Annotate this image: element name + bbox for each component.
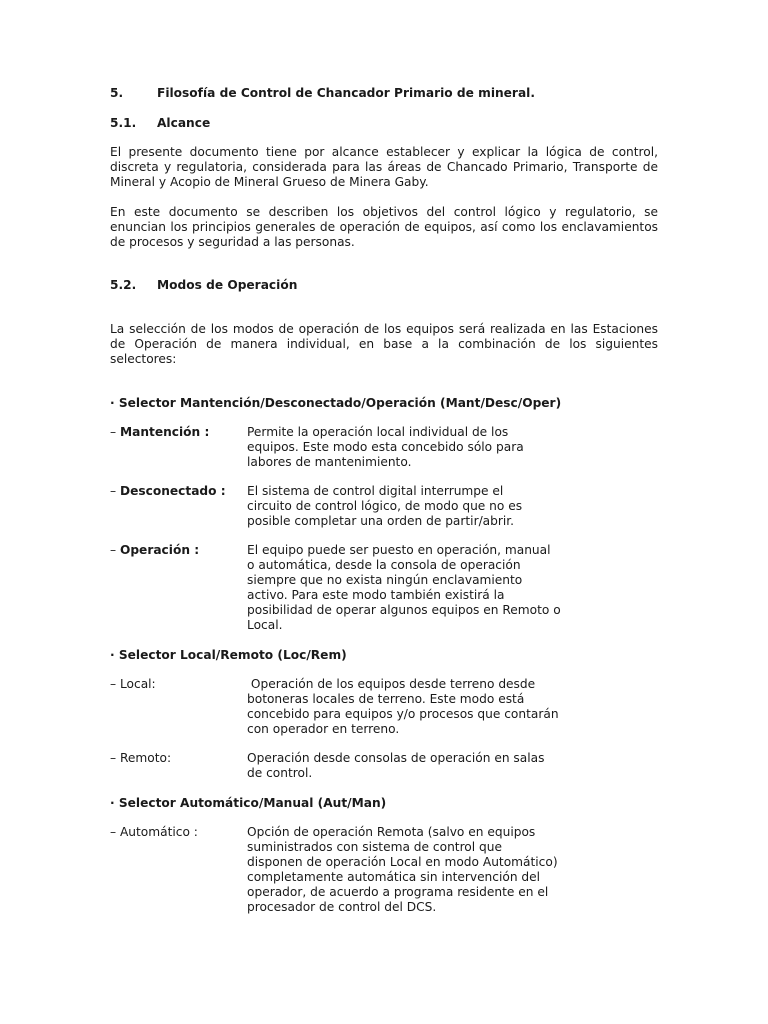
selector-local-remoto-title: · Selector Local/Remoto (Loc/Rem) <box>110 648 347 662</box>
term-label <box>110 543 245 558</box>
definition-item <box>0 484 768 534</box>
description-line: siempre que no exista ningún enclavamiento <box>247 573 523 587</box>
definition-item <box>0 677 768 741</box>
modes-intro-paragraph: La selección de los modos de operación de los equipos será realizada en las Estaciones de Operación de manera individual, en base a la combinación de los siguientes selectores: <box>110 322 658 366</box>
section-title: Filosofía de Control de Chancador Primario de mineral. <box>157 86 535 100</box>
section-5-1-heading <box>110 116 410 132</box>
term-description <box>247 751 592 781</box>
scope-paragraph-1: El presente documento tiene por alcance establecer y explicar la lógica de control, discreta y regulatoria, considerada para las áreas de Chancado Primario, Transporte de Mineral y Acopio de Mineral Grueso de Minera Gaby. <box>110 145 658 189</box>
section-title: Alcance <box>157 116 211 130</box>
description-line: equipos. Este modo esta concebido sólo para <box>247 440 524 454</box>
term-description <box>247 677 592 737</box>
description-line: Local. <box>247 618 283 632</box>
dash: – <box>110 425 117 439</box>
description-line: concebido para equipos y/o procesos que contarán <box>247 707 559 721</box>
definition-item <box>0 543 768 638</box>
description-line: procesador de control del DCS. <box>247 900 437 914</box>
section-number: 5.1. <box>110 116 137 130</box>
description-line: El equipo puede ser puesto en operación, manual <box>247 543 551 557</box>
description-line: completamente automática sin intervención del <box>247 870 541 884</box>
term-text: Desconectado : <box>119 484 226 498</box>
description-line: disponen de operación Local en modo Automático) <box>247 855 558 869</box>
section-5-heading <box>110 86 670 102</box>
description-line: posible completar una orden de partir/abrir. <box>247 514 515 528</box>
term-text: Automático : <box>119 825 198 839</box>
description-line: o automática, desde la consola de operación <box>247 558 521 572</box>
definition-item <box>0 425 768 475</box>
term-label <box>110 484 245 499</box>
description-line: circuito de control lógico, de modo que no es <box>247 499 523 513</box>
term-label <box>110 751 245 766</box>
term-label <box>110 677 245 692</box>
term-text: Operación : <box>119 543 200 557</box>
dash: – <box>110 677 117 691</box>
term-description <box>247 484 592 529</box>
description-line: botoneras locales de terreno. Este modo está <box>247 692 525 706</box>
selector-mant-desc-oper-title: · Selector Mantención/Desconectado/Operación (Mant/Desc/Oper) <box>110 396 562 410</box>
term-text: Mantención : <box>119 425 210 439</box>
term-label <box>110 825 245 840</box>
term-text: Remoto: <box>119 751 172 765</box>
description-line: suministrados con sistema de control que <box>247 840 502 854</box>
description-line: labores de mantenimiento. <box>247 455 412 469</box>
term-description <box>247 543 592 633</box>
description-line: posibilidad de operar algunos equipos en Remoto o <box>247 603 561 617</box>
term-description <box>247 825 592 915</box>
term-text: Local: <box>119 677 156 691</box>
description-line: El sistema de control digital interrumpe el <box>247 484 504 498</box>
description-line: operador, de acuerdo a programa residente en el <box>247 885 549 899</box>
section-number: 5.2. <box>110 278 137 292</box>
dash: – <box>110 484 117 498</box>
definition-item <box>0 751 768 785</box>
section-number: 5. <box>110 86 124 100</box>
dash: – <box>110 751 117 765</box>
description-line: activo. Para este modo también existirá la <box>247 588 505 602</box>
selector-aut-man-title: · Selector Automático/Manual (Aut/Man) <box>110 796 387 810</box>
dash: – <box>110 543 117 557</box>
description-line: Operación de los equipos desde terreno desde <box>247 677 536 691</box>
description-line: Opción de operación Remota (salvo en equipos <box>247 825 536 839</box>
term-description <box>247 425 592 470</box>
section-title: Modos de Operación <box>157 278 298 292</box>
definition-item <box>0 825 768 920</box>
term-label <box>110 425 245 440</box>
description-line: de control. <box>247 766 313 780</box>
section-5-2-heading <box>110 278 410 294</box>
dash: – <box>110 825 117 839</box>
description-line: con operador en terreno. <box>247 722 400 736</box>
scope-paragraph-2: En este documento se describen los objetivos del control lógico y regulatorio, se enuncian los principios generales de operación de equipos, así como los enclavamientos de procesos y seguridad a las personas. <box>110 205 658 249</box>
description-line: Operación desde consolas de operación en salas <box>247 751 545 765</box>
description-line: Permite la operación local individual de los <box>247 425 509 439</box>
